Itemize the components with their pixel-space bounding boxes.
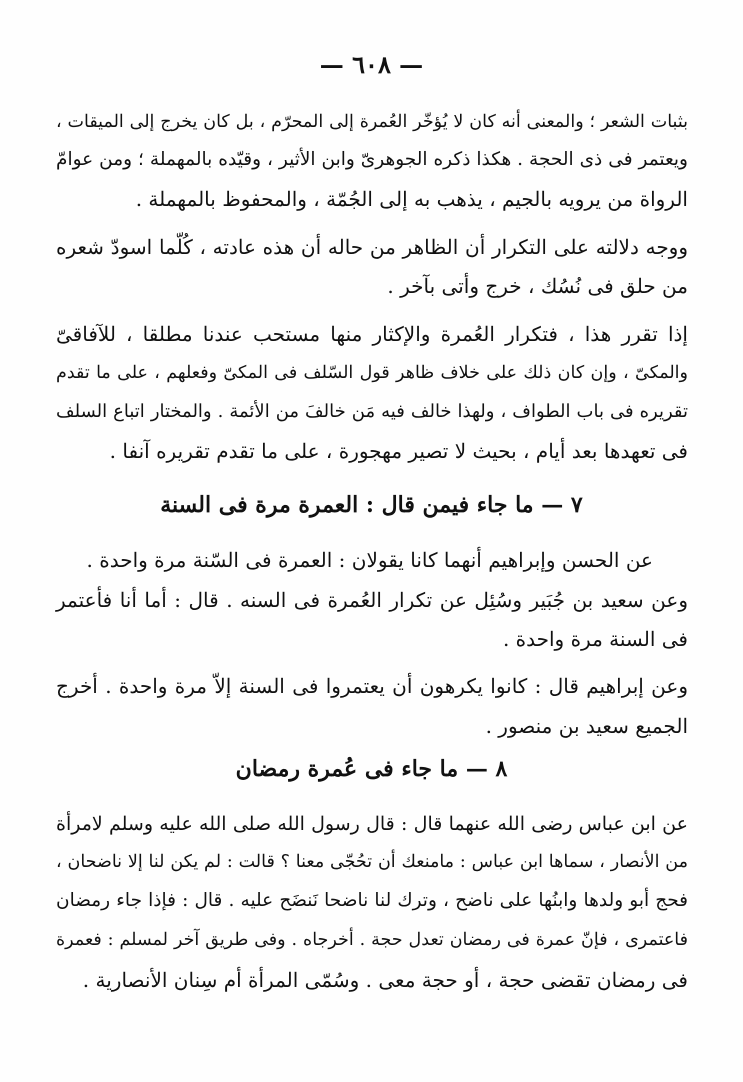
text-line: ويعتمر فى ذى الحجة . هكذا ذكره الجوهرىّ وابن الأثير ، وقيّده بالمهملة ؛ ومن عوامّ: [56, 149, 688, 170]
text-line: من الأنصار ، سماها ابن عباس : مامنعك أن تحُجّى معنا ؟ قالت : لم يكن لنا إلا ناضحان ،: [56, 852, 688, 872]
text-line: عن ابن عباس رضى الله عنهما قال : قال رسول الله صلى الله عليه وسلم لامرأة: [56, 813, 688, 835]
section-heading-8: ٨ — ما جاء فى عُمرة رمضان: [235, 756, 508, 782]
text-line: عن الحسن وإبراهيم أنهما كانا يقولان : العمرة فى السّنة مرة واحدة .: [86, 548, 653, 572]
text-line: وعن إبراهيم قال : كانوا يكرهون أن يعتمروا فى السنة إلاّ مرة واحدة . أخرج: [56, 674, 688, 698]
text-line: فى السنة مرة واحدة .: [502, 627, 688, 651]
text-line: من حلق فى نُسُك ، خرج وأتى بآخر .: [387, 274, 688, 298]
text-line: فى تعهدها بعد أيام ، بحيث لا تصير مهجورة ، على ما تقدم تقريره آنفا .: [109, 439, 688, 463]
text-line: إذا تقرر هذا ، فتكرار العُمرة والإكثار منها مستحب عندنا مطلقا ، للآفاقىّ: [56, 322, 688, 346]
text-line: الرواة من يرويه بالجيم ، يذهب به إلى الجُمّة ، والمحفوظ بالمهملة .: [135, 187, 688, 211]
text-line: وعن سعيد بن جُبَير وسُئِل عن تكرار العُمرة فى السنه . قال : أما أنا فأعتمر: [56, 588, 688, 612]
page-number: — ٦٠٨ —: [319, 50, 424, 79]
section-heading-7: ٧ — ما جاء فيمن قال : العمرة مرة فى السنة: [160, 492, 583, 518]
text-line: بثبات الشعر ؛ والمعنى أنه كان لا يُؤخّر العُمرة إلى المحرّم ، بل كان يخرج إلى الميقات ،: [56, 112, 688, 132]
text-line: ووجه دلالته على التكرار أن الظاهر من حاله أن هذه عادته ، كُلّما اسودّ شعره: [56, 235, 688, 259]
text-line: الجميع سعيد بن منصور .: [485, 714, 688, 738]
text-line: فحج أبو ولدها وابنُها على ناضح ، وترك لنا ناضحا نَنضَح عليه . قال : فإذا جاء رمضان: [56, 890, 688, 911]
text-line: والمكىّ ، وإن كان ذلك على خلاف ظاهر قول السّلف فى المكىّ وفعلهم ، على ما تقدم: [56, 363, 688, 383]
text-line: فى رمضان تقضى حجة ، أو حجة معى . وسُمّى المرأة أم سِنان الأنصارية .: [82, 968, 688, 992]
text-line: فاعتمرى ، فإنّ عمرة فى رمضان تعدل حجة . أخرجاه . وفى طريق آخر لمسلم : فعمرة: [56, 930, 688, 950]
text-line: تقريره فى باب الطواف ، ولهذا خالف فيه مَن خالفَ من الأئمة . والمختار اتباع السلف: [56, 401, 688, 422]
